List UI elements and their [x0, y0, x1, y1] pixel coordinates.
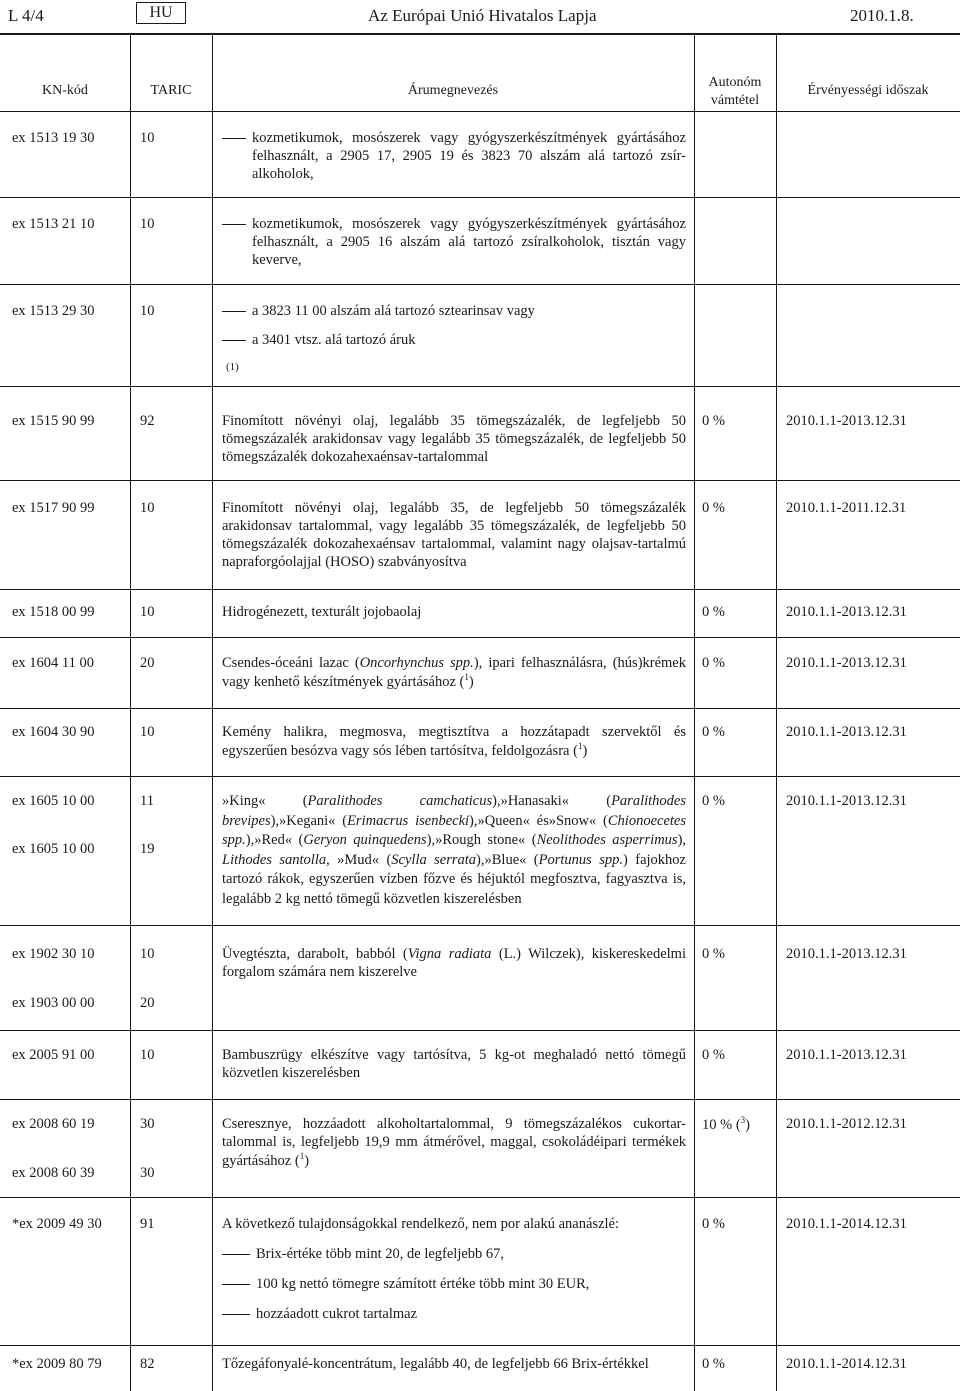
description: Finomított növényi olaj, legalább 35 tömegszázalék, de legfeljebb 50 tömegszázalék arakidonsav vagy legalább 35 tömegszázalék, de legfeljebb 50 tömegszázalék dokozahexaénsav-tartalommal: [222, 413, 686, 466]
taric-code: 91: [140, 1216, 155, 1232]
dash-marker: [222, 340, 246, 341]
taric-code: 20: [140, 995, 155, 1011]
duty-rate: 0 %: [702, 1356, 725, 1372]
validity-period: 2010.1.1-2011.12.31: [786, 500, 907, 516]
taric-code: 10: [140, 130, 155, 146]
language-badge: HU: [136, 2, 186, 24]
taric-code: 20: [140, 655, 155, 671]
duty-rate: 0 %: [702, 604, 725, 620]
dash-marker: [222, 1254, 250, 1255]
validity-period: 2010.1.1-2014.12.31: [786, 1216, 907, 1232]
taric-code: 10: [140, 604, 155, 620]
kn-code: ex 1605 10 00: [12, 793, 95, 809]
duty-rate: 0 %: [702, 793, 725, 809]
validity-period: 2010.1.1-2013.12.31: [786, 724, 907, 740]
description: Tőzegáfonyalé-koncentrátum, legalább 40, de legfeljebb 66 Brix-értékkel: [222, 1356, 649, 1372]
taric-code: 10: [140, 303, 155, 319]
description-item: a 3401 vtsz. alá tartozó áruk: [222, 331, 415, 349]
col-description: Árumegnevezés: [407, 83, 499, 98]
validity-period: 2010.1.1-2013.12.31: [786, 1047, 907, 1063]
col-kn-code: KN-kód: [42, 83, 88, 98]
validity-period: 2010.1.1-2013.12.31: [786, 946, 907, 962]
journal-title: Az Európai Unió Hivatalos Lapja: [368, 6, 597, 25]
kn-code: ex 1903 00 00: [12, 995, 95, 1011]
duty-rate: 10 % ($^3$): [702, 1115, 751, 1133]
header-rule: [0, 33, 960, 35]
duty-rate: 0 %: [702, 413, 725, 429]
validity-period: 2010.1.1-2013.12.31: [786, 604, 907, 620]
taric-code: 11: [140, 793, 154, 809]
duty-rate: 0 %: [702, 946, 725, 962]
taric-code: 82: [140, 1356, 155, 1372]
duty-rate: 0 %: [702, 1047, 725, 1063]
kn-code: ex 1604 11 00: [12, 655, 95, 671]
publication-date: 2010.1.8.: [850, 6, 914, 25]
kn-code: *ex 2009 49 30: [12, 1216, 102, 1232]
duty-rate: 0 %: [702, 655, 725, 671]
kn-code: *ex 2009 80 79: [12, 1356, 102, 1372]
description: Csendes-óceáni lazac (Oncorhynchus spp.), ipari felhasználásra, (hús)krémek vagy kenhető készítmények gyártásához ($^1$): [222, 655, 686, 690]
taric-code: 10: [140, 500, 155, 516]
dash-marker: [222, 311, 246, 312]
kn-code: ex 2008 60 19: [12, 1116, 95, 1132]
kn-code: ex 1902 30 10: [12, 946, 95, 962]
description: »King« (Paralithodes camchaticus),»Hanasaki« (Paralithodes brevipes),»Kegani« (Erimacrus isenbecki),»Queen« és»Snow« (Chionoecetes spp.),»Red« (Geryon quinquedens),»Rough stone« (Neolithodes asperrimus), Lithodes santolla, »Mud« (Scylla serrata),»Blue« (Portunus spp.) fajokhoz tartozó rákok, egyszerűen vízben főzve és héjuktól megfosztva, fagyasztva is, legalább 2 kg nettó tömegű közvetlen kiszerelésben: [222, 793, 687, 907]
kn-code: ex 2005 91 00: [12, 1047, 95, 1063]
description: Cseresznye, hozzáadott alkoholtartalommal, 9 tömegszázalékos cukortar-talommal is, legfeljebb 19,9 mm átmérővel, maggal, csokoládéipari termékek gyártásához ($^1$): [222, 1116, 686, 1170]
taric-code: 10: [140, 216, 155, 232]
validity-period: 2010.1.1-2012.12.31: [786, 1116, 907, 1132]
description: kozmetikumok, mosószerek vagy gyógyszerkészítmények gyártásához felhasznált, a 2905 16 alszám alá tartozó zsíralkoholok, tisztán vagy keverve,: [222, 215, 686, 269]
duty-rate: 0 %: [702, 500, 725, 516]
kn-code: ex 1604 30 90: [12, 724, 95, 740]
taric-code: 92: [140, 413, 155, 429]
taric-code: 10: [140, 724, 155, 740]
validity-period: 2010.1.1-2013.12.31: [786, 793, 907, 809]
taric-code: 30: [140, 1116, 155, 1132]
kn-code: ex 1517 90 99: [12, 500, 95, 516]
description: Üvegtészta, darabolt, babból (Vigna radiata (L.) Wilczek), kiskereskedelmi forgalom számára nem kiszerelve: [222, 946, 686, 981]
kn-code: ex 1515 90 99: [12, 413, 95, 429]
bullet-item: hozzáadott cukrot tartalmaz: [222, 1305, 417, 1323]
col-rate: Autonóm vámtétel: [708, 75, 762, 108]
page-number: L 4/4: [8, 6, 44, 25]
column-head-rule: [0, 111, 960, 112]
bullet-item: Brix-értéke több mint 20, de legfeljebb 67,: [222, 1245, 504, 1263]
col-taric: TARIC: [150, 83, 192, 98]
kn-code: ex 1513 19 30: [12, 130, 95, 146]
taric-code: 10: [140, 946, 155, 962]
dash-marker: [222, 1314, 250, 1315]
duty-rate: 0 %: [702, 1216, 725, 1232]
description: a 3823 11 00 alszám alá tartozó sztearinsav vagy: [222, 302, 535, 320]
kn-code: ex 2008 60 39: [12, 1165, 95, 1181]
dash-marker: [222, 224, 246, 269]
kn-code: ex 1605 10 00: [12, 841, 95, 857]
validity-period: 2010.1.1-2013.12.31: [786, 655, 907, 671]
kn-code: ex 1513 29 30: [12, 303, 95, 319]
kn-code: ex 1518 00 99: [12, 604, 95, 620]
validity-period: 2010.1.1-2014.12.31: [786, 1356, 907, 1372]
taric-code: 30: [140, 1165, 155, 1181]
description: Finomított növényi olaj, legalább 35, de legfeljebb 50 tömegszázalék arakidonsav tartalommal, vagy legalább 35 tömegszázalék, de legfeljebb 50 tömegszázalék dokozahexaénsav tartalommal, valamint nagy olajsav-tartalmú napraforgóolajjal (HOSO) szabványosítva: [222, 500, 686, 571]
description: A következő tulajdonságokkal rendelkező, nem por alakú ananászlé:: [222, 1216, 619, 1232]
description: kozmetikumok, mosószerek vagy gyógyszerkészítmények gyártásához felhasznált, a 2905 17, 2905 19 és 3823 70 alszám alá tartozó zsír-alkoholok,: [222, 129, 686, 183]
description: Bambuszrügy elkészítve vagy tartósítva, 5 kg-ot meghaladó nettó tömegű közvetlen kiszerelésben: [222, 1047, 686, 1082]
dash-marker: [222, 1284, 250, 1285]
taric-code: 10: [140, 1047, 155, 1063]
duty-rate: 0 %: [702, 724, 725, 740]
bullet-item: 100 kg nettó tömegre számított értéke több mint 30 EUR,: [222, 1275, 589, 1293]
kn-code: ex 1513 21 10: [12, 216, 95, 232]
dash-marker: [222, 138, 246, 183]
footnote-ref: (1): [226, 361, 239, 373]
description: Kemény halikra, megmosva, megtisztítva a hozzátapadt szervektől és egyszerűen besózva vagy sós lében tartósítva, feldolgozásra ($^1$): [222, 724, 686, 759]
description: Hidrogénezett, texturált jojobaolaj: [222, 604, 422, 620]
validity-period: 2010.1.1-2013.12.31: [786, 413, 907, 429]
taric-code: 19: [140, 841, 155, 857]
col-period: Érvényességi időszak: [807, 83, 929, 98]
page-header: [0, 0, 960, 30]
